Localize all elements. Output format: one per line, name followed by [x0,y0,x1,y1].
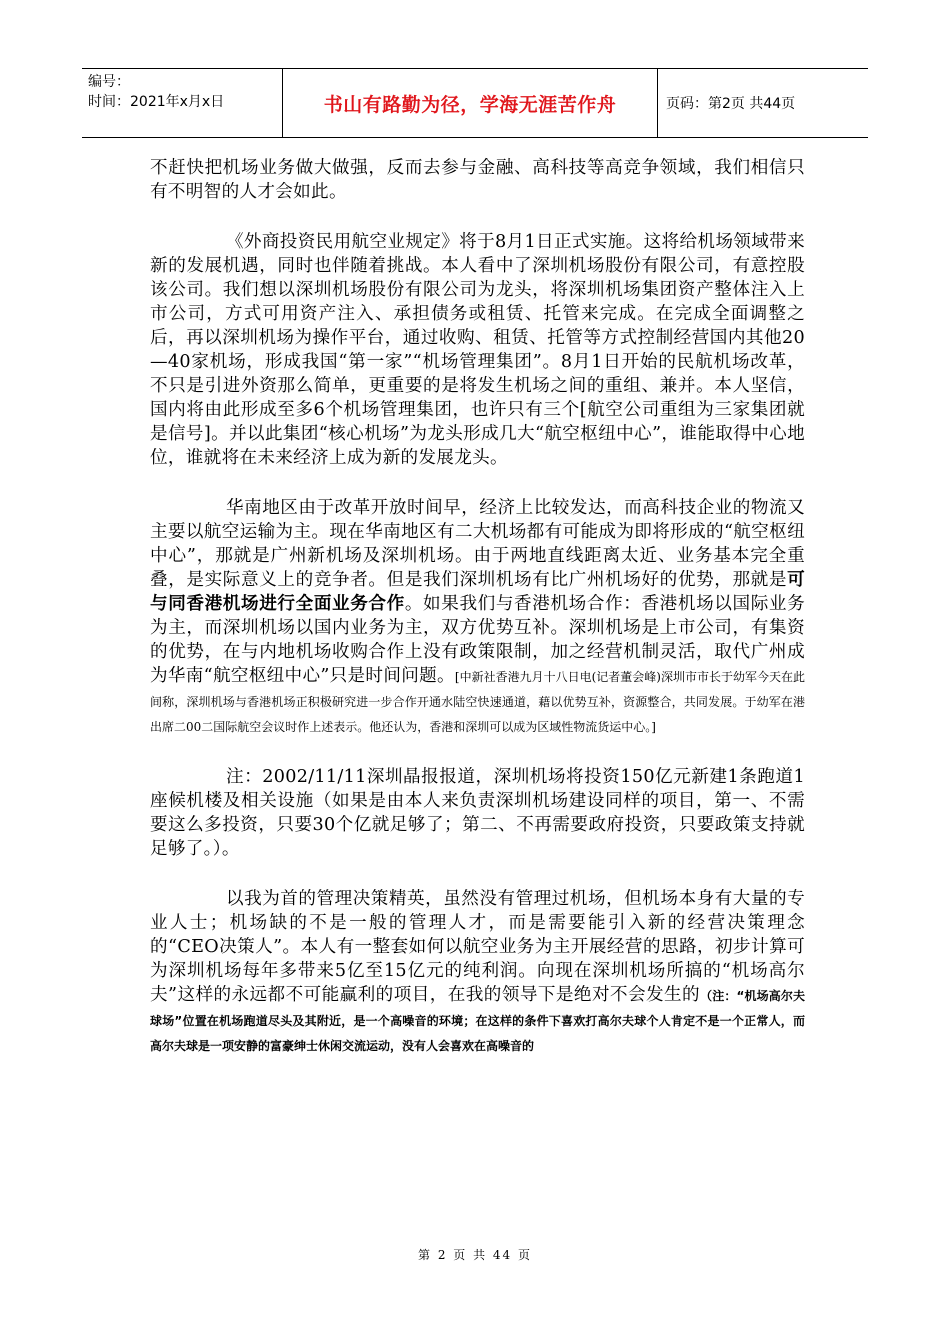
header-page-info: 页码：第2页 共44页 [666,96,796,112]
page-footer: 第 2 页 共 44 页 [418,1248,532,1262]
paragraph-3 [150,496,805,739]
header-motto: 书山有路勤为径，学海无涯苦作舟 [282,69,658,137]
document-body [150,156,805,1058]
news-citation: [中新社香港九月十八日电(记者董会峰)深圳市市长于幼军今天在此间称，深圳机场与香港机场正积极研究进一步合作开通水陆空快速通道，藉以优势互补，资源整合，共同发展。于幼军在港出席二00二国际航空会议时作上述表示。他还认为，香港和深圳可以成为区域性物流货运中心。] [150,670,805,734]
document-number-label: 编号： [88,74,130,90]
paragraph-3-emphasis: 可与同香港机场进行全面业务合作 [150,569,805,614]
page-header [82,68,868,138]
paragraph-2: 《外商投资民用航空业规定》将于8月1日正式实施。这将给机场领域带来新的发展机遇，同时也伴随着挑战。本人看中了深圳机场股份有限公司，有意控股该公司。我们想以深圳机场股份有限公司为龙头，将深圳机场集团资产整体注入上市公司，方式可用资产注入、承担债务或租赁、托管来完成。在完成全面调整之后，再以深圳机场为操作平台，通过收购、租赁、托管等方式控制经营国内其他20—40家机场，形成我国“第一家”“机场管理集团”。8月1日开始的民航机场改革，不只是引进外资那么简单，更重要的是将发生机场之间的重组、兼并。本人坚信，国内将由此形成至多6个机场管理集团，也许只有三个[航空公司重组为三家集团就是信号]。并以此集团“核心机场”为龙头形成几大“航空枢纽中心”，谁能取得中心地位，谁就将在未来经济上成为新的发展龙头。 [150,232,805,468]
paragraph-3-text-b: 。如果我们与香港机场合作：香港机场以国际业务为主，而深圳机场以国内业务为主，双方优势互补。深圳机场是上市公司，有集资的优势，在与内地机场收购合作上没有政策限制，加之经营机制灵活，取代广州成为华南“航空枢纽中心”只是时间问题。 [150,594,805,686]
golf-note: （注：“机场高尔夫球场”位置在机场跑道尽头及其附近，是一个高噪音的环境；在这样的条件下喜欢打高尔夫球个人肯定不是一个正常人，而高尔夫球是一项安静的富豪绅士休闲交流运动，没有人会喜欢在高噪音的 [150,989,805,1053]
paragraph-5-text: 以我为首的管理决策精英，虽然没有管理过机场，但机场本身有大量的专业人士；机场缺的不是一般的管理人才，而是需要能引入新的经营决策理念的“CEO决策人”。本人有一整套如何以航空业务为主开展经营的思路，初步计算可为深圳机场每年多带来5亿至15亿元的纯利润。向现在深圳机场所搞的“机场高尔夫”这样的永远都不可能赢利的项目，在我的领导下是绝对不会发生的 [150,889,805,1005]
paragraph-1: 不赶快把机场业务做大做强，反而去参与金融、高科技等高竞争领域，我们相信只有不明智的人才会如此。 [150,158,805,202]
paragraph-5 [150,887,805,1058]
paragraph-4-note: 注：2002/11/11深圳晶报报道，深圳机场将投资150亿元新建1条跑道1座候机楼及相关设施（如果是由本人来负责深圳机场建设同样的项目，第一、不需要这么多投资，只要30个亿就足够了；第二、不再需要政府投资，只要政策支持就足够了。）。 [150,767,805,859]
header-meta [82,69,282,137]
document-date: 时间：2021年x月x日 [88,94,225,110]
paragraph-3-text-a: 华南地区由于改革开放时间早，经济上比较发达，而高科技企业的物流又主要以航空运输为主。现在华南地区有二大机场都有可能成为即将形成的“航空枢纽中心”，那就是广州新机场及深圳机场。由于两地直线距离太近、业务基本完全重叠，是实际意义上的竞争者。但是我们深圳机场有比广州机场好的优势，那就是 [150,498,805,590]
